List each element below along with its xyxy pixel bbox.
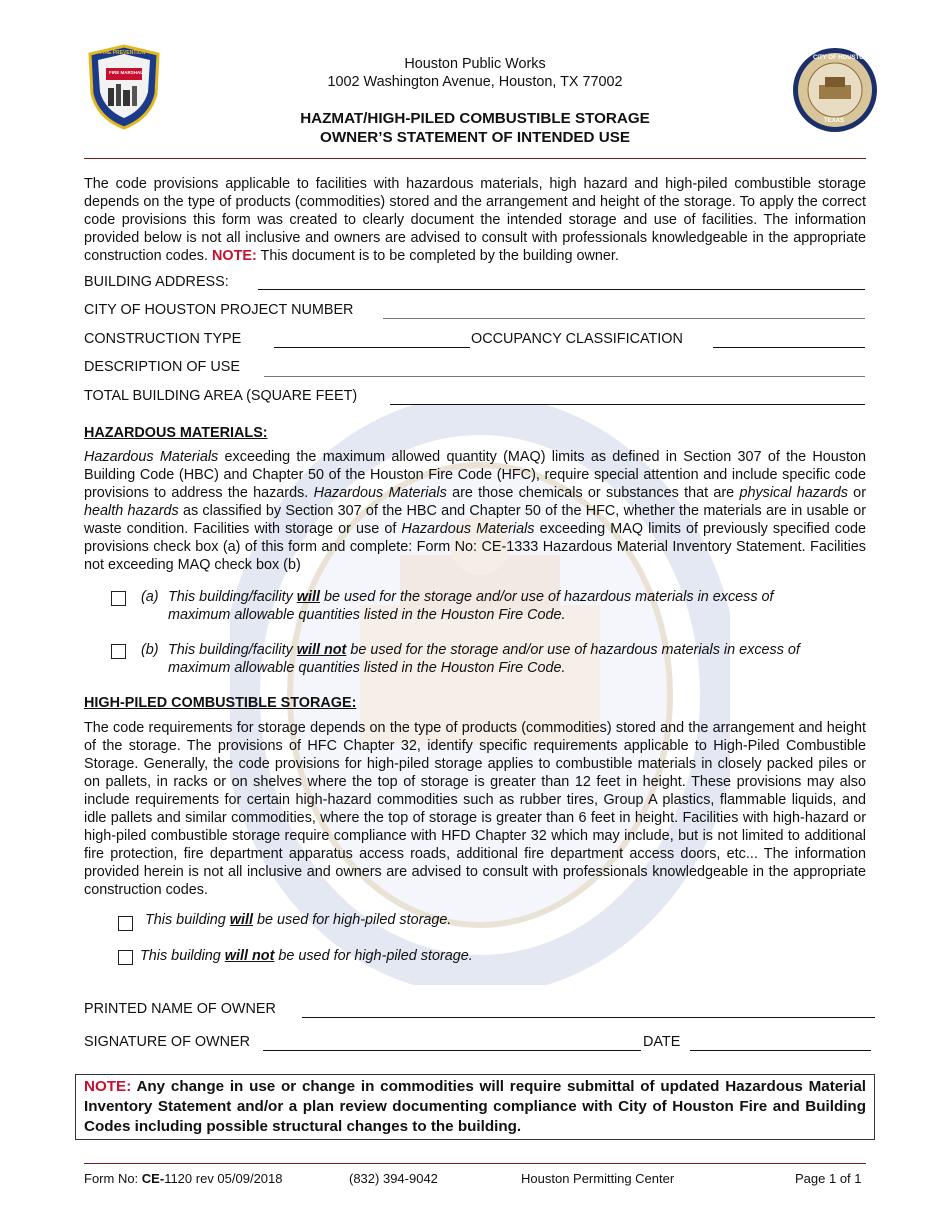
project-number-field[interactable] [383, 318, 865, 319]
page-title-line1: HAZMAT/HIGH-PILED COMBUSTIBLE STORAGE [300, 110, 650, 127]
city-of-houston-seal: CITY OF HOUSTON TEXAS [791, 47, 879, 133]
hazmat-heading: HAZARDOUS MATERIALS: [84, 425, 268, 441]
date-field[interactable] [690, 1050, 871, 1051]
high-piled-will-not-text: This building will not be used for high-piled storage. [140, 948, 473, 964]
high-piled-will-not-checkbox[interactable] [118, 950, 133, 965]
high-piled-paragraph: The code requirements for storage depends on the type of products (commodities) stored and the arrangement and height of the storage. The provisions of HFC Chapter 32, identify specific requirements applicable to High-Piled Combustible Storage. Generally, the code provisions for high-piled storage applies to combustible materials in closely packed piles or on pallets, in racks or on shelves where the top of storage is greater than 12 feet in height. These provisions may also include requirements for certain high-hazard commodities such as rubber tires, Group A plastics, flammable liquids, and idle pallets and similar commodities, where the top of storage is greater than 6 feet in height. Facilities with high-hazard or high-piled combustible storage require compliance with HFD Chapter 32 which may include, but is not limited to additional fire protection, fire department apparatus access roads, additional fire department access doors, etc... The information provided herein is not all inclusive and owners are advised to consult with professionals knowledgeable in the appropriate construction codes. [84, 720, 866, 898]
hazmat-option-b-label: (b) [141, 642, 159, 658]
high-piled-will-text: This building will be used for high-piled storage. [145, 912, 452, 928]
occupancy-field[interactable] [713, 347, 865, 348]
total-area-field[interactable] [390, 404, 865, 405]
footer-divider [84, 1163, 866, 1164]
description-field[interactable] [264, 376, 865, 377]
occupancy-label: OCCUPANCY CLASSIFICATION [471, 331, 683, 347]
building-address-label: BUILDING ADDRESS: [84, 274, 229, 290]
header-org: Houston Public Works [404, 56, 546, 72]
total-area-label: TOTAL BUILDING AREA (SQUARE FEET) [84, 388, 358, 404]
header-address: 1002 Washington Avenue, Houston, TX 77002 [327, 74, 623, 90]
high-piled-heading: HIGH-PILED COMBUSTIBLE STORAGE: [84, 695, 357, 711]
page-title-line2: OWNER’S STATEMENT OF INTENDED USE [320, 129, 630, 146]
footer-page: Page 1 of 1 [795, 1171, 862, 1186]
header-divider [84, 158, 866, 159]
signature-field[interactable] [263, 1050, 641, 1051]
construction-type-field[interactable] [274, 347, 470, 348]
footer-center: Houston Permitting Center [521, 1171, 675, 1186]
construction-type-label: CONSTRUCTION TYPE [84, 331, 242, 347]
hazmat-option-a-checkbox[interactable] [111, 591, 126, 606]
hazmat-option-b-checkbox[interactable] [111, 644, 126, 659]
hazmat-paragraph: Hazardous Materials exceeding the maximum allowed quantity (MAQ) limits as defined in Section 307 of the Houston Building Code (HBC) and Chapter 50 of the Houston Fire Code (HFC), require special attention and include specific code provisions to address the hazards. Hazardous Materials are those chemicals or substances that are physical hazards or health hazards as classified by Section 307 of the HBC and Chapter 50 of the HFC, whether the materials are in usable or waste condition. Facilities with storage or use of Hazardous Materials exceeding MAQ limits of previously specified code provisions check box (a) of this form and complete: Form No: CE-1333 Hazardous Material Inventory Statement. Facilities not exceeding MAQ check box (b) [84, 449, 867, 573]
hazmat-option-b-text: This building/facility will not be used for the storage and/or use of hazardous materials in excess of maximum allowable quantities listed in the Houston Fire Code. [168, 642, 800, 676]
signature-label: SIGNATURE OF OWNER [84, 1034, 251, 1050]
hazmat-option-a-text: This building/facility will be used for the storage and/or use of hazardous materials in excess of maximum allowable quantities listed in the Houston Fire Code. [168, 589, 774, 623]
printed-name-field[interactable] [302, 1017, 875, 1018]
printed-name-label: PRINTED NAME OF OWNER [84, 1001, 276, 1017]
date-label: DATE [643, 1034, 681, 1050]
footer-form-number: Form No: CE-1120 rev 05/09/2018 [84, 1171, 283, 1186]
intro-paragraph: The code provisions applicable to facilities with hazardous materials, high hazard and high-piled combustible storage depends on the type of products (commodities) stored and the arrangement and height of the storage. To apply the correct code provisions this form was created to clearly document the intended storage and use of facilities. The information provided below is not all inclusive and owners are advised to consult with professionals knowledgeable in the appropriate construction codes. NOTE: This document is to be completed by the building owner. [84, 176, 866, 264]
change-note-box: NOTE: Any change in use or change in commodities will require submittal of updated Hazardous Material Inventory Statement and/or a plan review documenting compliance with City of Houston Fire and Building Codes including possible structural changes to the building. [75, 1074, 875, 1140]
building-address-field[interactable] [258, 289, 865, 290]
description-label: DESCRIPTION OF USE [84, 359, 240, 375]
fire-prevention-logo: FIRE PREVENTION FIRE MARSHAL [88, 44, 160, 130]
project-number-label: CITY OF HOUSTON PROJECT NUMBER [84, 302, 354, 318]
hazmat-option-a-label: (a) [141, 589, 159, 605]
high-piled-will-checkbox[interactable] [118, 916, 133, 931]
footer-phone: (832) 394-9042 [349, 1171, 438, 1186]
